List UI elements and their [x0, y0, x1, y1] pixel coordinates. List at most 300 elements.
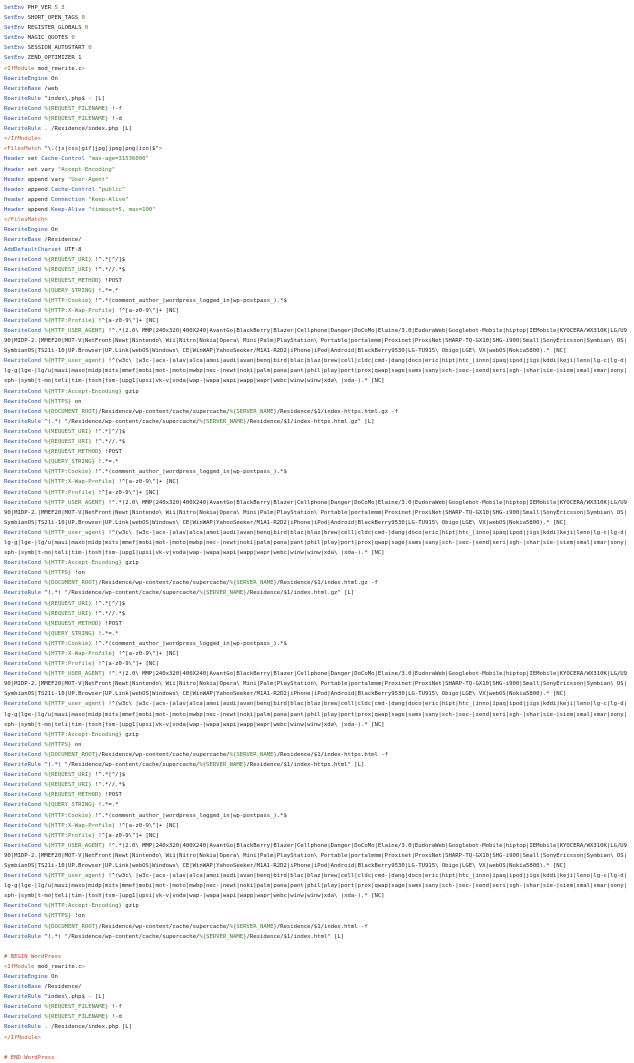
code-line [4, 578, 630, 588]
variable-token: %{SERVER_NAME} [199, 590, 247, 597]
code-line [4, 43, 630, 53]
variable-token: %{HTTP:Profile} [41, 489, 95, 496]
text-token: /web [41, 85, 58, 92]
code-line [4, 64, 630, 74]
tag-token: > [81, 963, 85, 970]
directive-token: RewriteCond [4, 671, 42, 678]
directive-token: RewriteCond [4, 287, 42, 294]
variable-token: %{DOCUMENT_ROOT} [41, 751, 99, 758]
code-line [4, 922, 630, 932]
code-line [4, 235, 630, 245]
variable-token: %{REQUEST_METHOD} [41, 792, 102, 799]
text-token: !^[a-z0-9\"]+ [NC] [115, 307, 180, 314]
code-line [4, 134, 630, 144]
variable-token: %{QUERY_STRING} [41, 459, 95, 466]
text-token: !POST [101, 277, 122, 284]
directive-token: RewriteCond [4, 469, 42, 476]
text-token: !^.*//.*$ [91, 782, 126, 789]
directive-token: RewriteCond [4, 267, 42, 274]
text-token: set [24, 156, 42, 163]
directive-token: SetEnv [4, 45, 25, 52]
variable-token: %{HTTP_user_agent} [41, 873, 106, 880]
directive-token: RewriteEngine [4, 75, 48, 82]
variable-token: %{QUERY_STRING} [41, 287, 95, 294]
code-line [4, 286, 630, 296]
text-token: on [71, 398, 82, 405]
variable-token: %{REQUEST_URI} [41, 782, 92, 789]
text-token: !.*=.* [94, 459, 119, 466]
text-token: On [47, 75, 58, 82]
directive-token: RewriteCond [4, 499, 42, 506]
code-line [4, 427, 630, 437]
directive-token: RewriteCond [4, 923, 42, 930]
directive-token: RewriteCond [4, 449, 42, 456]
code-line [4, 488, 630, 498]
variable-token: "User-Agent" [68, 176, 109, 183]
text-token: !on [71, 913, 85, 920]
code-line [4, 871, 630, 901]
variable-token: %{REQUEST_METHOD} [41, 449, 102, 456]
text-token: !^.*(comment_author_|wordpress_logged_in|wp-postpass_).*$ [91, 640, 287, 647]
variable-token: %{HTTPS} [41, 741, 72, 748]
directive-token: RewriteCond [4, 661, 42, 668]
code-line [4, 498, 630, 528]
code-line [4, 407, 630, 417]
code-line [4, 477, 630, 487]
directive-token: RewriteCond [4, 630, 42, 637]
directive-token: RewriteBase [4, 984, 42, 991]
directive-token: RewriteCond [4, 489, 42, 496]
code-line [4, 165, 630, 175]
code-line [4, 94, 630, 104]
directive-token: RewriteCond [4, 307, 42, 314]
text-token: gzip [121, 560, 139, 567]
directive-token: RewriteCond [4, 408, 42, 415]
text-token: ^(.*) "/Residence/wp-content/cache/supercache/ [41, 762, 200, 769]
text-token: !^.*//.*$ [91, 610, 126, 617]
code-line [4, 23, 630, 33]
directive-token: Header [4, 166, 25, 173]
directive-token: RewriteBase [4, 237, 42, 244]
directive-token: RewriteRule [4, 418, 42, 425]
variable-token: %{HTTP:Profile} [41, 661, 95, 668]
variable-token: %{SERVER_NAME} [199, 762, 247, 769]
directive-token: RewriteCond [4, 751, 42, 758]
text-token: /Residence/wp-content/cache/supercache/ [98, 923, 230, 930]
text-token: !POST [101, 449, 122, 456]
code-line [4, 740, 630, 750]
code-line [4, 1012, 630, 1022]
text-token: !.*=.* [94, 630, 119, 637]
directive-token: SetEnv [4, 25, 25, 32]
directive-token: RewriteCond [4, 873, 42, 880]
directive-token: RewriteCond [4, 277, 42, 284]
code-line [4, 790, 630, 800]
text-token: !^.*//.*$ [91, 267, 126, 274]
code-line [4, 811, 630, 821]
code-line [4, 750, 630, 760]
directive-token: AddDefaultCharset [4, 247, 62, 254]
code-line [4, 669, 630, 699]
code-line [4, 760, 630, 770]
code-line [4, 306, 630, 316]
code-line [4, 730, 630, 740]
text-token: /Residence/$1/index-https.html -f [276, 751, 388, 758]
comment-token: # END WordPress [4, 1054, 55, 1061]
text-token: /Residence/$1/index-https.html" [L] [246, 762, 365, 769]
tag-token: <IfModule [4, 963, 35, 970]
text-token: "\.(js|css|gif|jpg|jpeg|png|ico)$" [41, 146, 159, 153]
variable-token: "max-age=31536000" [84, 156, 149, 163]
directive-token: RewriteCond [4, 782, 42, 789]
directive-token: RewriteCond [4, 459, 42, 466]
code-line [4, 225, 630, 235]
text-token: ^(.*) "/Residence/wp-content/cache/supercache/ [41, 418, 200, 425]
variable-token: %{HTTP:Cookie} [41, 640, 92, 647]
directive-token: Header [4, 176, 25, 183]
code-line [4, 276, 630, 286]
directive-token: RewriteCond [4, 328, 42, 334]
directive-token: Header [4, 196, 25, 203]
variable-token: "Keep-Alive" [84, 196, 129, 203]
code-line [4, 457, 630, 467]
text-token: gzip [121, 903, 139, 910]
text-token: On [47, 974, 58, 980]
code-line [4, 821, 630, 831]
variable-token: %{HTTP:Cookie} [41, 297, 92, 304]
variable-token: %{HTTPS} [41, 398, 72, 405]
variable-token: %{REQUEST_METHOD} [41, 277, 102, 284]
directive-token: Cache-Control [41, 156, 85, 163]
variable-token: %{HTTP:Cookie} [41, 812, 92, 819]
text-token: !^.*[^/]$ [91, 772, 126, 779]
variable-token: %{HTTP:Accept-Encoding} [41, 560, 122, 567]
variable-token: %{SERVER_NAME} [229, 580, 277, 587]
directive-token: RewriteCond [4, 731, 42, 738]
text-token: !-f [108, 1004, 122, 1011]
directive-token: RewriteRule [4, 126, 42, 133]
variable-token: %{HTTP_USER_AGENT} [41, 328, 106, 334]
directive-token: RewriteCond [4, 822, 42, 829]
variable-token: %{REQUEST_FILENAME} [41, 116, 109, 123]
directive-token: RewriteCond [4, 317, 42, 324]
text-token: !^.*(comment_author_|wordpress_logged_in|wp-postpass_).*$ [91, 469, 287, 476]
code-line [4, 154, 630, 164]
text-token: !.*=.* [94, 287, 119, 294]
variable-token: %{HTTP:X-Wap-Profile} [41, 822, 116, 829]
variable-token: %{HTTP:X-Wap-Profile} [41, 651, 116, 657]
code-line [4, 296, 630, 306]
directive-token: RewriteEngine [4, 974, 48, 980]
text-token: !POST [101, 792, 122, 799]
text-token: set vary [24, 166, 58, 173]
text-token: append [24, 186, 52, 193]
directive-token: SetEnv [4, 5, 25, 11]
directive-token: RewriteCond [4, 651, 42, 657]
comment-token: # BEGIN WordPress [4, 953, 62, 960]
directive-token: Keep-Alive [51, 206, 85, 213]
code-line [4, 245, 630, 255]
code-line [4, 911, 630, 921]
text-token: . /Residence/index.php [L] [41, 1024, 132, 1031]
text-token: /Residence/ [41, 984, 82, 991]
text-token: /Residence/ [41, 237, 82, 244]
text-token: append [24, 206, 52, 213]
text-token: !^.*[^/]$ [91, 428, 126, 435]
code-line [4, 13, 630, 23]
text-token: /Residence/wp-content/cache/supercache/ [98, 751, 230, 758]
directive-token: RewriteCond [4, 388, 42, 395]
text-token: !^.*(2.0\ MMP|240x320|400X240|AvantGo|BlackBerry|Blazer|Cellphone|Danger|DoCoMo|Elaine/3.0|EudoraWeb|Googlebot-Mobile|hiptop|IEMobile|KYOCERA/WX310K|LG/U990|MIDP-2.|MMEF20|MOT-V|NetFront|Newt|Nintendo\ Wii|Nitro|Nokia|Opera\ Mini|Palm|PlayStation\ Portable|portalmmm|Proxinet|ProxiNet|SHARP-TQ-GX10|SHG-i900|Small|SonyEricsson|Symbian\ OS|SymbianOS|TS21i-10|UP.Browser|UP.Link|webOS|Windows\ CE|WinWAP|YahooSeeker/M1A1-R2D2|iPhone|iPod|Android|BlackBerry9530|LG-TU915\ Obigo|LGE\ VX|webOS|Nokia5800).* [NC] [4, 499, 628, 526]
text-token: !-f [108, 105, 122, 112]
variable-token: %{REQUEST_METHOD} [41, 620, 102, 627]
directive-token: RewriteCond [4, 610, 42, 617]
variable-token: %{DOCUMENT_ROOT} [41, 580, 99, 587]
variable-token: %{DOCUMENT_ROOT} [41, 408, 99, 415]
variable-token: "Accept-Encoding" [57, 166, 116, 173]
code-line [4, 982, 630, 992]
code-line [4, 962, 630, 972]
directive-token: SetEnv [4, 55, 25, 62]
text-token: gzip [121, 388, 139, 395]
text-token: ^index\.php$ - [L] [41, 994, 106, 1001]
variable-token: %{HTTP:Accept-Encoding} [41, 731, 122, 738]
code-line [4, 599, 630, 609]
directive-token: RewriteCond [4, 529, 42, 536]
variable-token: 5_3 [54, 5, 65, 11]
variable-token: %{REQUEST_URI} [41, 439, 92, 446]
directive-token: SetEnv [4, 35, 25, 42]
directive-token: Header [4, 156, 25, 163]
code-line [4, 316, 630, 326]
code-line [4, 770, 630, 780]
code-line [4, 558, 630, 568]
directive-token: Header [4, 186, 25, 193]
text-token: append [24, 196, 52, 203]
text-token: REGISTER_GLOBALS [24, 25, 85, 32]
variable-token: %{HTTPS} [41, 913, 72, 920]
text-token: PHP_VER [24, 5, 55, 11]
directive-token: RewriteCond [4, 802, 42, 809]
code-line [4, 841, 630, 871]
variable-token: %{HTTP:Cookie} [41, 469, 92, 476]
variable-token: %{HTTP_user_agent} [41, 358, 106, 365]
code-line [4, 417, 630, 427]
text-token: UTF-8 [61, 247, 82, 254]
variable-token: 0 [84, 25, 89, 32]
text-token: /Residence/wp-content/cache/supercache/ [98, 408, 230, 415]
directive-token: RewriteCond [4, 701, 42, 708]
directive-token: RewriteCond [4, 772, 42, 779]
directive-token: RewriteCond [4, 257, 42, 264]
code-line [4, 185, 630, 195]
code-line [4, 588, 630, 598]
directive-token: RewriteRule [4, 762, 42, 769]
code-line [4, 568, 630, 578]
tag-token: <FilesMatch [4, 146, 42, 153]
code-line [4, 175, 630, 185]
code-line [4, 619, 630, 629]
variable-token: %{HTTP:Accept-Encoding} [41, 903, 122, 910]
directive-token: RewriteCond [4, 439, 42, 446]
directive-token: RewriteCond [4, 842, 42, 849]
tag-token: <IfModule [4, 65, 35, 72]
variable-token: %{REQUEST_URI} [41, 267, 92, 274]
variable-token: %{HTTP:Profile} [41, 317, 95, 324]
directive-token: RewriteCond [4, 479, 42, 486]
text-token: !^.*(2.0\ MMP|240x320|400X240|AvantGo|BlackBerry|Blazer|Cellphone|Danger|DoCoMo|Elaine/3.0|EudoraWeb|Googlebot-Mobile|hiptop|IEMobile|KYOCERA/WX310K|LG/U990|MIDP-2.|MMEF20|MOT-V|NetFront|Newt|Nintendo\ Wii|Nitro|Nokia|Opera\ Mini|Palm|PlayStation\ Portable|portalmmm|Proxinet|ProxiNet|SHARP-TQ-GX10|SHG-i900|Small|SonyEricsson|Symbian\ OS|SymbianOS|TS21i-10|UP.Browser|UP.Link|webOS|Windows\ CE|WinWAP|YahooSeeker/M1A1-R2D2|iPhone|iPod|Android|BlackBerry9530|LG-TU915\ Obigo|LGE\ VX|webOS|Nokia5800).* [NC] [4, 671, 628, 698]
text-token: MAGIC_QUOTES [24, 35, 72, 42]
variable-token: %{HTTP_user_agent} [41, 529, 106, 536]
variable-token: %{SERVER_NAME} [229, 751, 277, 758]
text-token: !.*=.* [94, 802, 119, 809]
text-token: !^.*(comment_author_|wordpress_logged_in|wp-postpass_).*$ [91, 812, 287, 819]
directive-token: Connection [51, 196, 85, 203]
text-token: !^.*[^/]$ [91, 257, 126, 264]
directive-token: RewriteBase [4, 85, 42, 92]
code-line [4, 1053, 630, 1063]
directive-token: RewriteCond [4, 398, 42, 405]
text-token: ^(.*) "/Residence/wp-content/cache/supercache/ [41, 933, 200, 940]
variable-token: %{SERVER_NAME} [199, 418, 247, 425]
directive-token: RewriteCond [4, 600, 42, 607]
code-line [4, 205, 630, 215]
text-token: mod_rewrite.c [34, 963, 82, 970]
directive-token: RewriteCond [4, 560, 42, 567]
directive-token: RewriteCond [4, 741, 42, 748]
code-line [4, 609, 630, 619]
directive-token: RewriteCond [4, 297, 42, 304]
tag-token: </IfModule> [4, 1034, 42, 1041]
variable-token: %{HTTP:Accept-Encoding} [41, 388, 122, 395]
code-line [4, 972, 630, 982]
code-line [4, 447, 630, 457]
text-token: ZEND_OPTIMIZER 1 [24, 55, 82, 62]
variable-token: %{DOCUMENT_ROOT} [41, 923, 99, 930]
code-line [4, 53, 630, 63]
code-line [4, 74, 630, 84]
variable-token: %{QUERY_STRING} [41, 802, 95, 809]
variable-token: %{REQUEST_URI} [41, 600, 92, 607]
directive-token: RewriteRule [4, 590, 42, 597]
text-token: !^[a-z0-9\"]+ [NC] [94, 317, 159, 324]
variable-token: %{HTTP_user_agent} [41, 701, 106, 708]
text-token: append vary [24, 176, 68, 183]
text-token: !^(w3c\ |w3c-|acs-|alav|alca|amoi|audi|avan|benq|bird|blac|blaz|brew|cell|cldc|cmd-|dang|doco|eric|hipt|htc_|inno|ipaq|ipod|jigs|kddi|keji|leno|lg-c|lg-d|lg-g|lge-|lg/u|maui|maxo|midp|mits|mmef|mobi|mot-|moto|mwbp|nec-|newt|noki|palm|pana|pant|phil|play|port|prox|qwap|sage|sams|sany|sch-|sec-|send|seri|sgh-|shar|sie-|siem|smal|smar|sony|sph-|symb|t-mo|teli|tim-|tosh|tsm-|upg1|upsi|vk-v|voda|wap-|wapa|wapi|wapp|wapr|webc|winw|winw|xda\ |xda-).* [NC] [4, 358, 628, 385]
text-token: /Residence/$1/index.html.gz" [L] [246, 590, 355, 597]
code-line [4, 387, 630, 397]
directive-token: SetEnv [4, 15, 25, 22]
directive-token: RewriteRule [4, 1024, 42, 1031]
code-line [4, 467, 630, 477]
variable-token: %{REQUEST_FILENAME} [41, 105, 109, 112]
variable-token: %{SERVER_NAME} [229, 923, 277, 930]
code-line [4, 952, 630, 962]
directive-token: RewriteCond [4, 620, 42, 627]
code-line [4, 659, 630, 669]
code-line [4, 649, 630, 659]
text-token: !^[a-z0-9\"]+ [NC] [94, 661, 159, 668]
directive-token: RewriteCond [4, 903, 42, 910]
code-line [4, 1043, 630, 1053]
text-token: mod_rewrite.c [34, 65, 82, 72]
text-token: /Residence/$1/index.html -f [276, 923, 368, 930]
directive-token: RewriteCond [4, 580, 42, 587]
text-token: !^(w3c\ |w3c-|acs-|alav|alca|amoi|audi|avan|benq|bird|blac|blaz|brew|cell|cldc|cmd-|dang|doco|eric|hipt|htc_|inno|ipaq|ipod|jigs|kddi|keji|leno|lg-c|lg-d|lg-g|lge-|lg/u|maui|maxo|midp|mits|mmef|mobi|mot-|moto|mwbp|nec-|newt|noki|palm|pana|pant|phil|play|port|prox|qwap|sage|sams|sany|sch-|sec-|send|seri|sgh-|shar|sie-|siem|smal|smar|sony|sph-|symb|t-mo|teli|tim-|tosh|tsm-|upg1|upsi|vk-v|voda|wap-|wapa|wapi|wapp|wapr|webc|winw|winw|xda\ |xda-).* [NC] [4, 873, 628, 900]
code-line [4, 397, 630, 407]
directive-token: RewriteRule [4, 994, 42, 1001]
text-token: !^[a-z0-9\"]+ [NC] [115, 479, 180, 486]
directive-token: RewriteCond [4, 116, 42, 123]
directive-token: RewriteCond [4, 428, 42, 435]
text-token: !^.*(comment_author_|wordpress_logged_in|wp-postpass_).*$ [91, 297, 287, 304]
variable-token: %{SERVER_NAME} [229, 408, 277, 415]
variable-token: %{HTTP_USER_AGENT} [41, 842, 106, 849]
text-token: /Residence/$1/index-https.html.gz" [L] [246, 418, 375, 425]
directive-token: RewriteCond [4, 913, 42, 920]
text-token: SESSION_AUTOSTART [24, 45, 89, 52]
text-token: !on [71, 570, 85, 577]
text-token: ^index\.php$ - [L] [41, 95, 106, 102]
text-token: !^.*//.*$ [91, 439, 126, 446]
directive-token: RewriteEngine [4, 227, 48, 234]
directive-token: RewriteCond [4, 1014, 42, 1021]
variable-token: 0 [81, 15, 85, 22]
text-token: !^[a-z0-9\"]+ [NC] [94, 489, 159, 496]
code-line [4, 780, 630, 790]
directive-token: RewriteCond [4, 358, 42, 365]
text-token: /Residence/$1/index.html" [L] [246, 933, 345, 940]
variable-token: %{HTTP_USER_AGENT} [41, 499, 106, 506]
code-line [4, 144, 630, 154]
code-line [4, 195, 630, 205]
code-line [4, 699, 630, 729]
code-line [4, 992, 630, 1002]
variable-token: %{HTTP_USER_AGENT} [41, 671, 106, 678]
code-line [4, 831, 630, 841]
code-line [4, 255, 630, 265]
directive-token: RewriteCond [4, 640, 42, 647]
text-token: ^(.*) "/Residence/wp-content/cache/supercache/ [41, 590, 200, 597]
variable-token: %{REQUEST_FILENAME} [41, 1004, 109, 1011]
variable-token: %{REQUEST_URI} [41, 428, 92, 435]
tag-token: </FilesMatch> [4, 216, 48, 223]
text-token: on [71, 741, 82, 748]
code-line [4, 437, 630, 447]
directive-token: RewriteCond [4, 812, 42, 819]
text-token: !^(w3c\ |w3c-|acs-|alav|alca|amoi|audi|avan|benq|bird|blac|blaz|brew|cell|cldc|cmd-|dang|doco|eric|hipt|htc_|inno|ipaq|ipod|jigs|kddi|keji|leno|lg-c|lg-d|lg-g|lge-|lg/u|maui|maxo|midp|mits|mmef|mobi|mot-|moto|mwbp|nec-|newt|noki|palm|pana|pant|phil|play|port|prox|qwap|sage|sams|sany|sch-|sec-|send|seri|sgh-|shar|sie-|siem|smal|smar|sony|sph-|symb|t-mo|teli|tim-|tosh|tsm-|upg1|upsi|vk-v|voda|wap-|wapa|wapi|wapp|wapr|webc|winw|winw|xda\ |xda-).* [NC] [4, 701, 628, 728]
text-token: gzip [121, 731, 139, 738]
variable-token: %{REQUEST_URI} [41, 257, 92, 264]
code-line [4, 932, 630, 942]
text-token: /Residence/$1/index-https.html.gz -f [276, 408, 399, 415]
text-token: /Residence/$1/index.html.gz -f [276, 580, 378, 587]
directive-token: RewriteCond [4, 792, 42, 799]
text-token: /Residence/wp-content/cache/supercache/ [98, 580, 230, 587]
text-token: !POST [101, 620, 122, 627]
code-line [4, 1002, 630, 1012]
variable-token: %{HTTP:X-Wap-Profile} [41, 307, 116, 314]
code-line [4, 104, 630, 114]
code-line [4, 326, 630, 356]
code-line [4, 114, 630, 124]
directive-token: RewriteCond [4, 105, 42, 112]
text-token: !^.*(2.0\ MMP|240x320|400X240|AvantGo|BlackBerry|Blazer|Cellphone|Danger|DoCoMo|Elaine/3.0|EudoraWeb|Googlebot-Mobile|hiptop|IEMobile|KYOCERA/WX310K|LG/U990|MIDP-2.|MMEF20|MOT-V|NetFront|Newt|Nintendo\ Wii|Nitro|Nokia|Opera\ Mini|Palm|PlayStation\ Portable|portalmmm|Proxinet|ProxiNet|SHARP-TQ-GX10|SHG-i900|Small|SonyEricsson|Symbian\ OS|SymbianOS|TS21i-10|UP.Browser|UP.Link|webOS|Windows\ CE|WinWAP|YahooSeeker/M1A1-R2D2|iPhone|iPod|Android|BlackBerry9530|LG-TU915\ Obigo|LGE\ VX|webOS|Nokia5800).* [NC] [4, 842, 628, 869]
text-token: !^.*(2.0\ MMP|240x320|400X240|AvantGo|BlackBerry|Blazer|Cellphone|Danger|DoCoMo|Elaine/3.0|EudoraWeb|Googlebot-Mobile|hiptop|IEMobile|KYOCERA/WX310K|LG/U990|MIDP-2.|MMEF20|MOT-V|NetFront|Newt|Nintendo\ Wii|Nitro|Nokia|Opera\ Mini|Palm|PlayStation\ Portable|portalmmm|Proxinet|ProxiNet|SHARP-TQ-GX10|SHG-i900|Small|SonyEricsson|Symbian\ OS|SymbianOS|TS21i-10|UP.Browser|UP.Link|webOS|Windows\ CE|WinWAP|YahooSeeker/M1A1-R2D2|iPhone|iPod|Android|BlackBerry9530|LG-TU915\ Obigo|LGE\ VX|webOS|Nokia5800).* [NC] [4, 328, 628, 355]
variable-token: %{HTTP:X-Wap-Profile} [41, 479, 116, 486]
tag-token: </IfModule> [4, 136, 42, 143]
variable-token: %{REQUEST_URI} [41, 610, 92, 617]
